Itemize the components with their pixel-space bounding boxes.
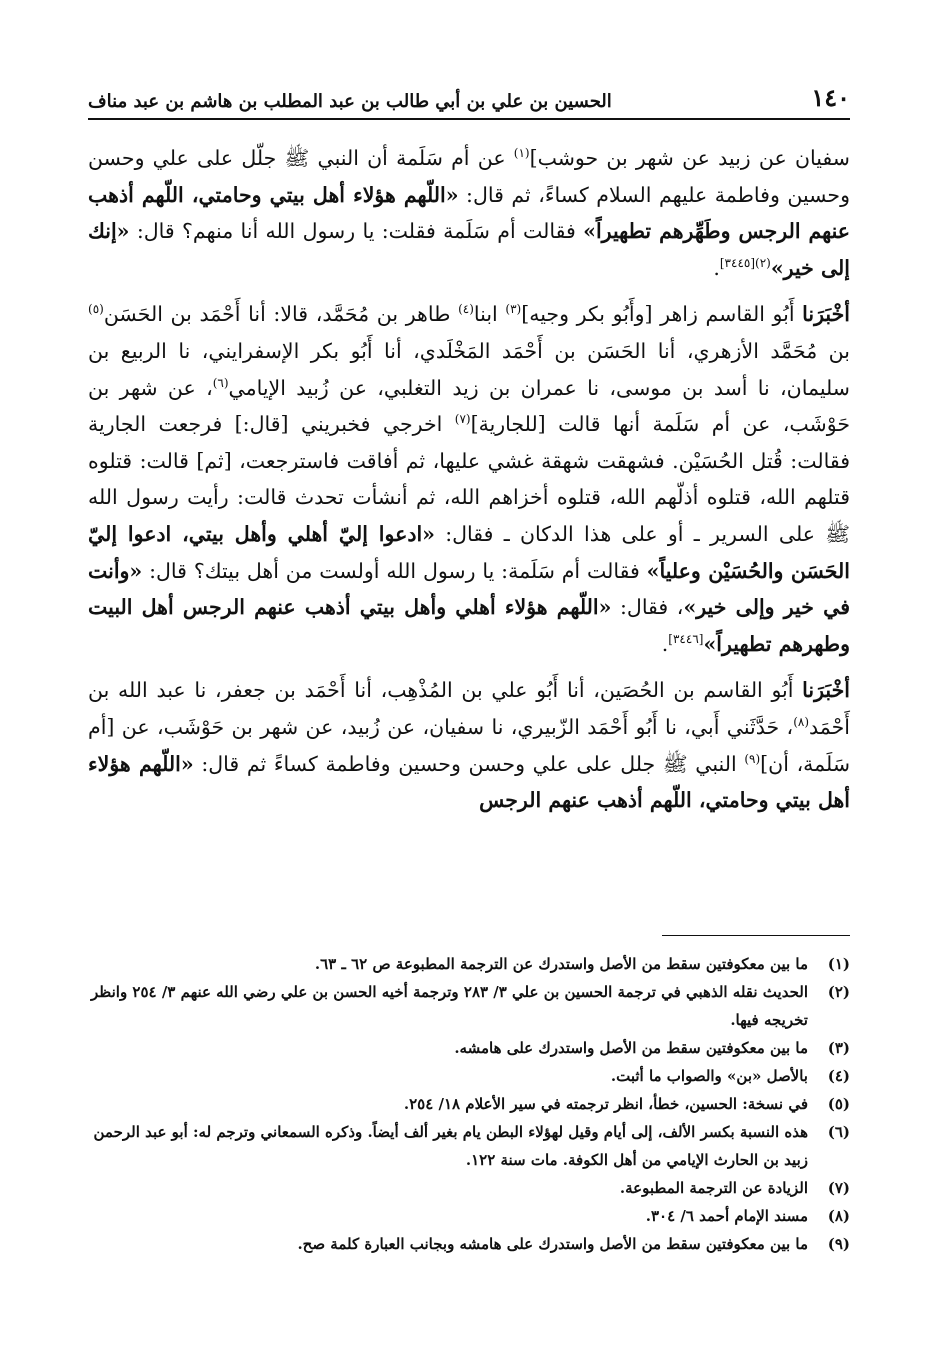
footnote-text: الحديث نقله الذهبي في ترجمة الحسين بن علي ٣/ ٢٨٣ وترجمة أخيه الحسن بن علي رضي الله عنهم ٣/ ٢٥٤ وانظر تخريجه فيها. [91,983,808,1029]
text-run: أَبُو القاسم زاهر [وأَبُو بكر وجيه] [521,302,803,327]
footnote-number: (٩) [827,1235,850,1253]
footnote-item [88,950,850,978]
text-run: النبي ﷺ جلل على علي وحسن وحسين وفاطمة كساءً ثم قال: [193,751,745,776]
footnote-marker: (٧) [454,412,471,427]
footnote-number: (٨) [827,1207,850,1225]
footnote-marker: (٥) [88,302,104,317]
text-run: فقالت أم سَلَمة: يا رسول الله أولست من أهل بيتك؟ قال: [142,558,647,583]
footnote-item [88,978,850,1034]
footnote-item [88,1202,850,1230]
footnote-number: (٦) [827,1123,850,1141]
running-header [88,80,850,120]
paragraph [88,672,850,818]
footnote-text: ما بين معكوفتين سقط من الأصل واستدرك على هامشه. [454,1039,808,1057]
footnote-item [88,1174,850,1202]
text-run: سفيان عن زبيد عن شهر بن حوشب] [529,146,850,170]
footnote-item [88,1034,850,1062]
footnote-marker: (٩) [744,751,761,766]
bold-text-run: «اللّهم هؤلاء أهل بيتي وحامتي، اللّهم أذهب عنهم الرجس [88,751,850,813]
text-run: . [713,255,720,280]
footnote-marker: (٤) [458,302,474,317]
footnote-number: (٥) [827,1095,850,1113]
text-run: اخرجي فخبريني [قال:] فرجعت الجارية فقالت: قُتل الحُسَيْن. فشهقت شهقة غشي عليها، ثم أفاقت فاسترجعت، [ثم] قالت: قتلوه قتلهم الله، قتلوه أذلّهم الله، قتلوه أخزاهم الله، ثم أنشأت تحدث قالت: رأيت رسول الله ﷺ على السرير ـ أو على هذا الدكان ـ فقال: [88,412,850,546]
footnote-item [88,1062,850,1090]
text-run: أَبُو القاسم بن الحُصَين، أنا أَبُو علي بن المُذْهِب، أنا أَحْمَد بن جعفر، نا عبد الله بن أَحْمَد [88,678,850,739]
footnote-number: (١) [827,955,850,973]
bold-text-run: «وأنت في خير وإلى خير» [88,558,850,620]
text-run: ، حَدَّثَني أَبي، نا أَبُو أَحْمَد الزّبيري، نا سفيان، عن زُبيد، عن شهر بن حَوْشَب، عن [أم سَلَمة، أن] [88,714,850,776]
text-run: طاهر بن مُحَمَّد، قالا: أنا أَحْمَد بن الحَسَن [103,302,459,327]
text-run: ، عن شهر بن حَوْشَب، عن أم سَلَمة أنها قالت [للجارية] [88,375,850,437]
footnote-marker: (٦) [212,375,229,390]
footnote-marker: [٣٤٤٦] [668,631,704,646]
text-run: ابنا [473,302,506,327]
footnote-text: الزيادة عن الترجمة المطبوعة. [619,1179,808,1197]
bold-text-run: «ادعوا إليّ أهلي وأهل بيتي، ادعوا إليّ الحَسَن والحُسَيْن وعلياً» [88,521,850,583]
bold-text-run: «اللّهم هؤلاء أهل بيتي وحامتي، اللّهم أذهب عنهم الرجس وطَهِّرهم تطهيراً» [88,182,850,244]
footnote-number: (٣) [827,1039,850,1057]
footnote-text: ما بين معكوفتين سقط من الأصل واستدرك على هامشه وبجانب العبارة كلمة صح. [297,1235,808,1253]
text-run: عن أم سَلَمة أن النبي ﷺ جلّل على علي وحسن وحسين وفاطمة عليهم السلام كساءً، ثم قال: [88,146,851,207]
page-number: ١٤٠ [811,83,850,112]
bold-text-run: «اللّهم هؤلاء أهلي وأهل بيتي أذهب عنهم الرجس أهل البيت وطهرهم تطهيراً» [88,595,850,656]
footnotes [88,950,850,1258]
footnote-separator [662,935,850,936]
paragraph [88,140,850,286]
bold-text-run: أخْبَرَنا [802,302,850,327]
footnote-text: مسند الإمام أحمد ٦/ ٣٠٤. [645,1207,808,1225]
footnote-text: ما بين معكوفتين سقط من الأصل واستدرك عن الترجمة المطبوعة ص ٦٢ ـ ٦٣. [314,955,808,973]
footnote-text: هذه النسبة بكسر الألف، إلى أيام وقيل لهؤلاء البطن يام بغير ألف أيضاً. وذكره السمعاني وترجم له: أبو عبد الرحمن زبيد بن الحارث الإيامي من أهل الكوفة. مات سنة ١٢٢. [93,1123,808,1169]
footnote-marker: (١) [513,146,530,161]
footnote-marker: (٨) [793,715,810,730]
footnote-text: بالأصل «بن» والصواب ما أثبت. [610,1067,808,1085]
running-title: الحسين بن علي بن أبي طالب بن عبد المطلب بن هاشم بن عبد مناف [88,91,612,112]
paragraph [88,296,850,662]
footnote-marker: (٣) [505,302,522,317]
text-run: . [661,631,669,656]
text-run: فقالت أم سَلَمة فقلت: يا رسول الله أنا منهم؟ قال: [129,219,584,244]
main-text [88,140,850,819]
footnote-item [88,1118,850,1174]
bold-text-run: أخْبَرَنا [802,678,850,703]
footnote-item [88,1230,850,1258]
footnote-marker: (٢)[٣٤٤٥] [719,255,771,270]
footnote-number: (٧) [827,1179,850,1197]
text-run: ، فقال: [611,595,684,620]
bold-text-run: «إنك إلى خير» [88,219,850,280]
text-run: بن مُحَمَّد الأزهري، أنا الحَسَن بن أَحْمَد المَخْلَدي، أنا أَبُو بكر الإسفرايني، نا الربيع بن سليمان، نا أسد بن موسى، نا عمران بن زيد التغلبي، عن زُبيد الإيامي [88,338,850,400]
footnote-item [88,1090,850,1118]
footnote-number: (٤) [827,1067,850,1085]
footnote-text: في نسخة: الحسين، خطأ، انظر ترجمته في سير الأعلام ١٨/ ٢٥٤. [403,1095,808,1113]
footnote-number: (٢) [827,983,850,1001]
